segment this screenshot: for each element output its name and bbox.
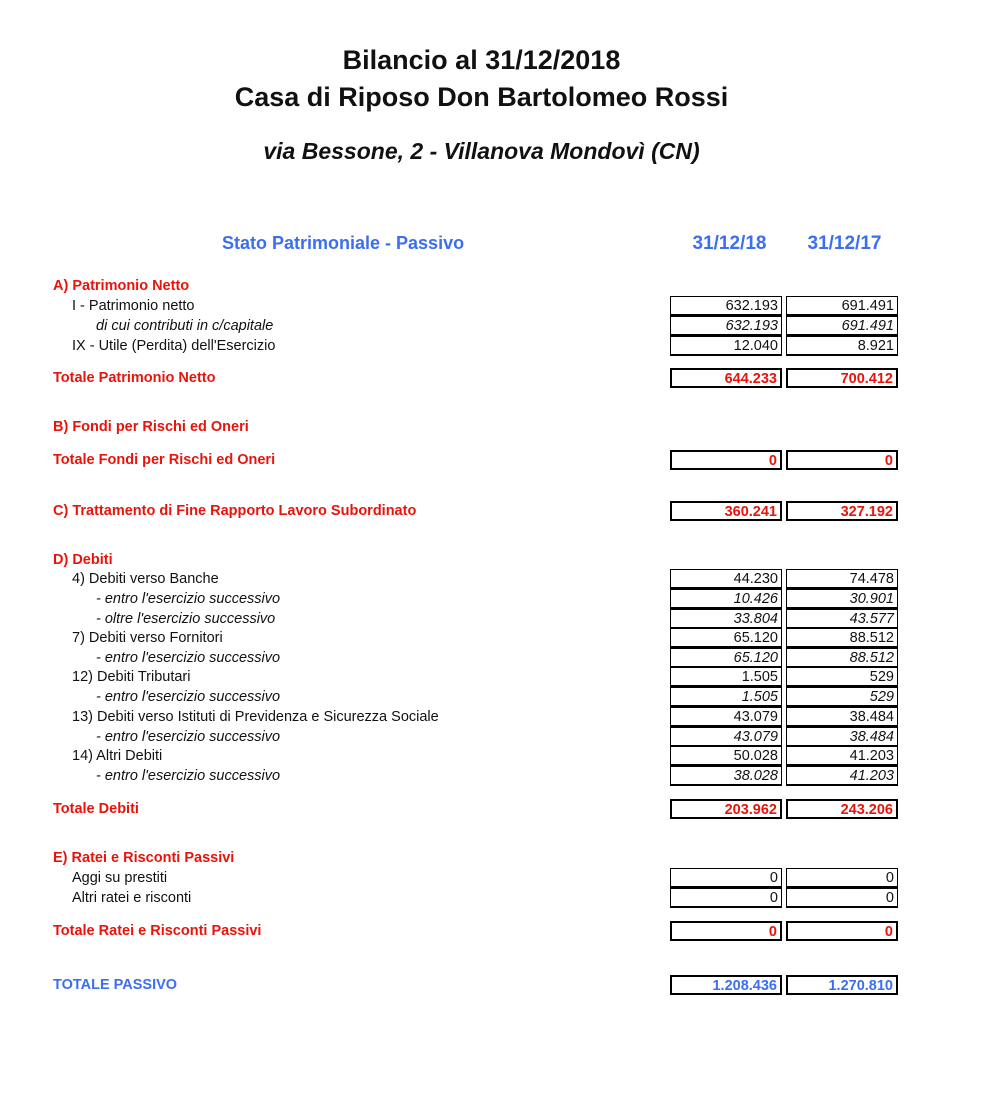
value-2017: 691.491 (786, 316, 898, 336)
value-2017: 38.484 (786, 707, 898, 727)
value-2018: 0 (670, 921, 782, 941)
row-label: 4) Debiti verso Banche (72, 571, 219, 587)
value-2017: 529 (786, 687, 898, 707)
value-2017: 0 (786, 868, 898, 888)
value-2018: 65.120 (670, 648, 782, 668)
institution-name: Casa di Riposo Don Bartolomeo Rossi (234, 82, 729, 112)
table-row (0, 569, 983, 589)
value-2018: 203.962 (670, 799, 782, 819)
row-label: 7) Debiti verso Fornitori (72, 630, 223, 646)
value-2017: 30.901 (786, 589, 898, 609)
row-label: - entro l'esercizio successivo (96, 729, 281, 745)
row-label: D) Debiti (53, 552, 113, 568)
table-row (0, 921, 983, 941)
value-2017: 88.512 (786, 628, 898, 648)
row-label: Totale Fondi per Rischi ed Oneri (53, 452, 276, 468)
value-2017: 243.206 (786, 799, 898, 819)
value-2017: 691.491 (786, 296, 898, 316)
value-2018: 632.193 (670, 316, 782, 336)
value-2018: 360.241 (670, 501, 782, 521)
value-2018: 43.079 (670, 707, 782, 727)
value-2017: 43.577 (786, 609, 898, 629)
value-2018: 632.193 (670, 296, 782, 316)
row-label: Totale Patrimonio Netto (53, 370, 216, 386)
table-row (0, 888, 983, 908)
column-header-2017: 31/12/17 (807, 233, 882, 254)
row-label: 14) Altri Debiti (72, 748, 163, 764)
row-label: B) Fondi per Rischi ed Oneri (53, 419, 249, 435)
value-2017: 529 (786, 667, 898, 687)
row-label: C) Trattamento di Fine Rapporto Lavoro Subordinato (53, 503, 417, 519)
table-row (0, 276, 983, 296)
table-row (0, 975, 983, 995)
row-label: Aggi su prestiti (72, 870, 168, 886)
row-label: A) Patrimonio Netto (53, 278, 190, 294)
table-row (0, 868, 983, 888)
row-label: 13) Debiti verso Istituti di Previdenza e Sicurezza Sociale (72, 709, 439, 725)
row-label: - entro l'esercizio successivo (96, 768, 281, 784)
table-row (0, 848, 983, 868)
table-row (0, 296, 983, 316)
table-row (0, 648, 983, 668)
row-label: I - Patrimonio netto (72, 298, 195, 314)
table-row (0, 628, 983, 648)
value-2017: 0 (786, 921, 898, 941)
value-2018: 644.233 (670, 368, 782, 388)
table-row (0, 766, 983, 786)
row-label: IX - Utile (Perdita) dell'Esercizio (72, 338, 276, 354)
table-row (0, 799, 983, 819)
table-row (0, 417, 983, 437)
value-2017: 88.512 (786, 648, 898, 668)
value-2018: 0 (670, 888, 782, 908)
value-2017: 74.478 (786, 569, 898, 589)
table-row (0, 609, 983, 629)
value-2018: 12.040 (670, 336, 782, 356)
value-2018: 43.079 (670, 727, 782, 747)
table-row (0, 316, 983, 336)
value-2017: 327.192 (786, 501, 898, 521)
table-row (0, 589, 983, 609)
row-label: TOTALE PASSIVO (53, 977, 178, 993)
table-row (0, 746, 983, 766)
table-row (0, 667, 983, 687)
value-2017: 8.921 (786, 336, 898, 356)
value-2018: 1.505 (670, 667, 782, 687)
row-label: - oltre l'esercizio successivo (96, 611, 276, 627)
table-row (0, 368, 983, 388)
table-row (0, 687, 983, 707)
value-2018: 33.804 (670, 609, 782, 629)
value-2017: 700.412 (786, 368, 898, 388)
value-2018: 50.028 (670, 746, 782, 766)
value-2018: 1.208.436 (670, 975, 782, 995)
row-label: - entro l'esercizio successivo (96, 650, 281, 666)
value-2017: 0 (786, 450, 898, 470)
table-row (0, 707, 983, 727)
row-label: di cui contributi in c/capitale (96, 318, 274, 334)
value-2018: 44.230 (670, 569, 782, 589)
value-2018: 0 (670, 868, 782, 888)
value-2017: 41.203 (786, 746, 898, 766)
row-label: E) Ratei e Risconti Passivi (53, 850, 235, 866)
section-title: Stato Patrimoniale - Passivo (222, 233, 465, 253)
row-label: Totale Debiti (53, 801, 139, 817)
row-label: - entro l'esercizio successivo (96, 591, 281, 607)
column-header-2018: 31/12/18 (692, 233, 767, 254)
document-title: Bilancio al 31/12/2018 (342, 45, 621, 75)
value-2018: 38.028 (670, 766, 782, 786)
value-2018: 0 (670, 450, 782, 470)
value-2018: 65.120 (670, 628, 782, 648)
row-label: - entro l'esercizio successivo (96, 689, 281, 705)
table-row (0, 727, 983, 747)
value-2017: 0 (786, 888, 898, 908)
row-label: Altri ratei e risconti (72, 890, 192, 906)
table-row (0, 336, 983, 356)
value-2017: 38.484 (786, 727, 898, 747)
institution-address: via Bessone, 2 - Villanova Mondovì (CN) (263, 138, 700, 164)
table-row (0, 550, 983, 570)
value-2018: 1.505 (670, 687, 782, 707)
table-row (0, 450, 983, 470)
row-label: 12) Debiti Tributari (72, 669, 191, 685)
value-2017: 1.270.810 (786, 975, 898, 995)
row-label: Totale Ratei e Risconti Passivi (53, 923, 262, 939)
table-row (0, 501, 983, 521)
value-2017: 41.203 (786, 766, 898, 786)
value-2018: 10.426 (670, 589, 782, 609)
